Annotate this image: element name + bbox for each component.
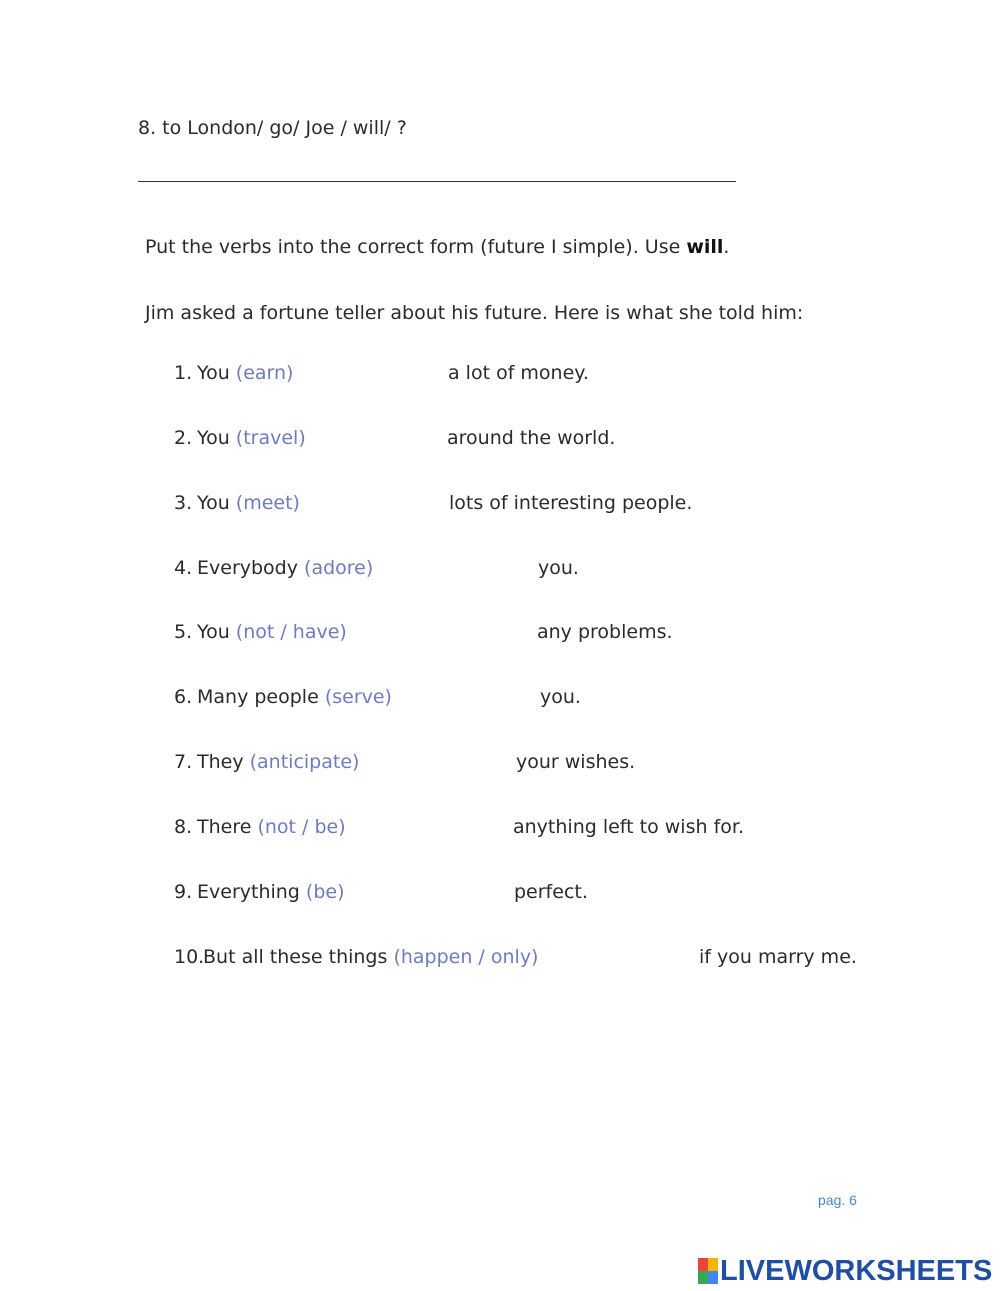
item-number: 1. xyxy=(174,362,193,384)
item-continuation: a lot of money. xyxy=(448,362,589,384)
item-number: 9. xyxy=(174,881,193,903)
item-before: Everybody xyxy=(197,557,305,579)
item-number: 4. xyxy=(174,557,193,579)
item-stem xyxy=(197,750,359,774)
verb-hint: (not / have) xyxy=(235,621,347,643)
page-number: pag. 6 xyxy=(818,1192,857,1208)
item-stem xyxy=(197,685,392,709)
item-continuation: anything left to wish for. xyxy=(513,816,744,838)
item-before: You xyxy=(197,427,236,449)
item-stem xyxy=(203,945,538,969)
verb-hint: (be) xyxy=(305,881,345,903)
verb-hint: (anticipate) xyxy=(249,751,360,773)
item-continuation: if you marry me. xyxy=(699,946,857,968)
item-number: 10. xyxy=(174,946,205,968)
item-number: 8. xyxy=(174,816,193,838)
verb-hint: (travel) xyxy=(235,427,306,449)
verb-hint: (happen / only) xyxy=(393,946,539,968)
item-stem xyxy=(197,620,347,644)
verb-hint: (meet) xyxy=(235,492,300,514)
item-stem xyxy=(197,426,306,450)
item-number: 7. xyxy=(174,751,193,773)
liveworksheets-brand[interactable] xyxy=(698,1255,992,1287)
item-stem xyxy=(197,491,300,515)
answer-line[interactable] xyxy=(138,181,736,182)
item-number: 3. xyxy=(174,492,193,514)
item-continuation: any problems. xyxy=(537,621,673,643)
instruction-prefix: Put the verbs into the correct form (future I simple). Use xyxy=(145,236,687,258)
item-before: You xyxy=(197,621,236,643)
logo-square-e xyxy=(708,1271,718,1284)
instruction-suffix: . xyxy=(723,236,730,258)
instruction xyxy=(145,235,729,259)
item-before: Many people xyxy=(197,686,325,708)
verb-hint: (adore) xyxy=(304,557,374,579)
item-before: They xyxy=(197,751,250,773)
instruction-bold-will: will xyxy=(686,236,724,258)
item-number: 2. xyxy=(174,427,193,449)
item-before: There xyxy=(197,816,258,838)
item-stem xyxy=(197,880,345,904)
liveworksheets-logo-icon xyxy=(698,1258,718,1284)
item-before: But all these things xyxy=(203,946,394,968)
item-before: You xyxy=(197,362,236,384)
item-before: Everything xyxy=(197,881,306,903)
item-before: You xyxy=(197,492,236,514)
logo-square-l xyxy=(698,1258,708,1271)
item-continuation: your wishes. xyxy=(516,751,636,773)
question-8-text: 8. to London/ go/ Joe / will/ ? xyxy=(138,117,407,139)
item-stem xyxy=(197,556,373,580)
brand-name: LIVEWORKSHEETS xyxy=(720,1255,993,1287)
logo-square-i xyxy=(708,1258,718,1271)
item-continuation: around the world. xyxy=(447,427,616,449)
verb-hint: (serve) xyxy=(324,686,392,708)
item-continuation: perfect. xyxy=(514,881,588,903)
item-number: 5. xyxy=(174,621,193,643)
item-number: 6. xyxy=(174,686,193,708)
item-stem xyxy=(197,815,346,839)
intro-text: Jim asked a fortune teller about his future. Here is what she told him: xyxy=(145,302,804,324)
item-continuation: you. xyxy=(538,557,579,579)
verb-hint: (not / be) xyxy=(257,816,346,838)
verb-hint: (earn) xyxy=(235,362,294,384)
item-continuation: lots of interesting people. xyxy=(449,492,693,514)
logo-square-v xyxy=(698,1271,708,1284)
item-continuation: you. xyxy=(540,686,581,708)
item-stem xyxy=(197,361,293,385)
